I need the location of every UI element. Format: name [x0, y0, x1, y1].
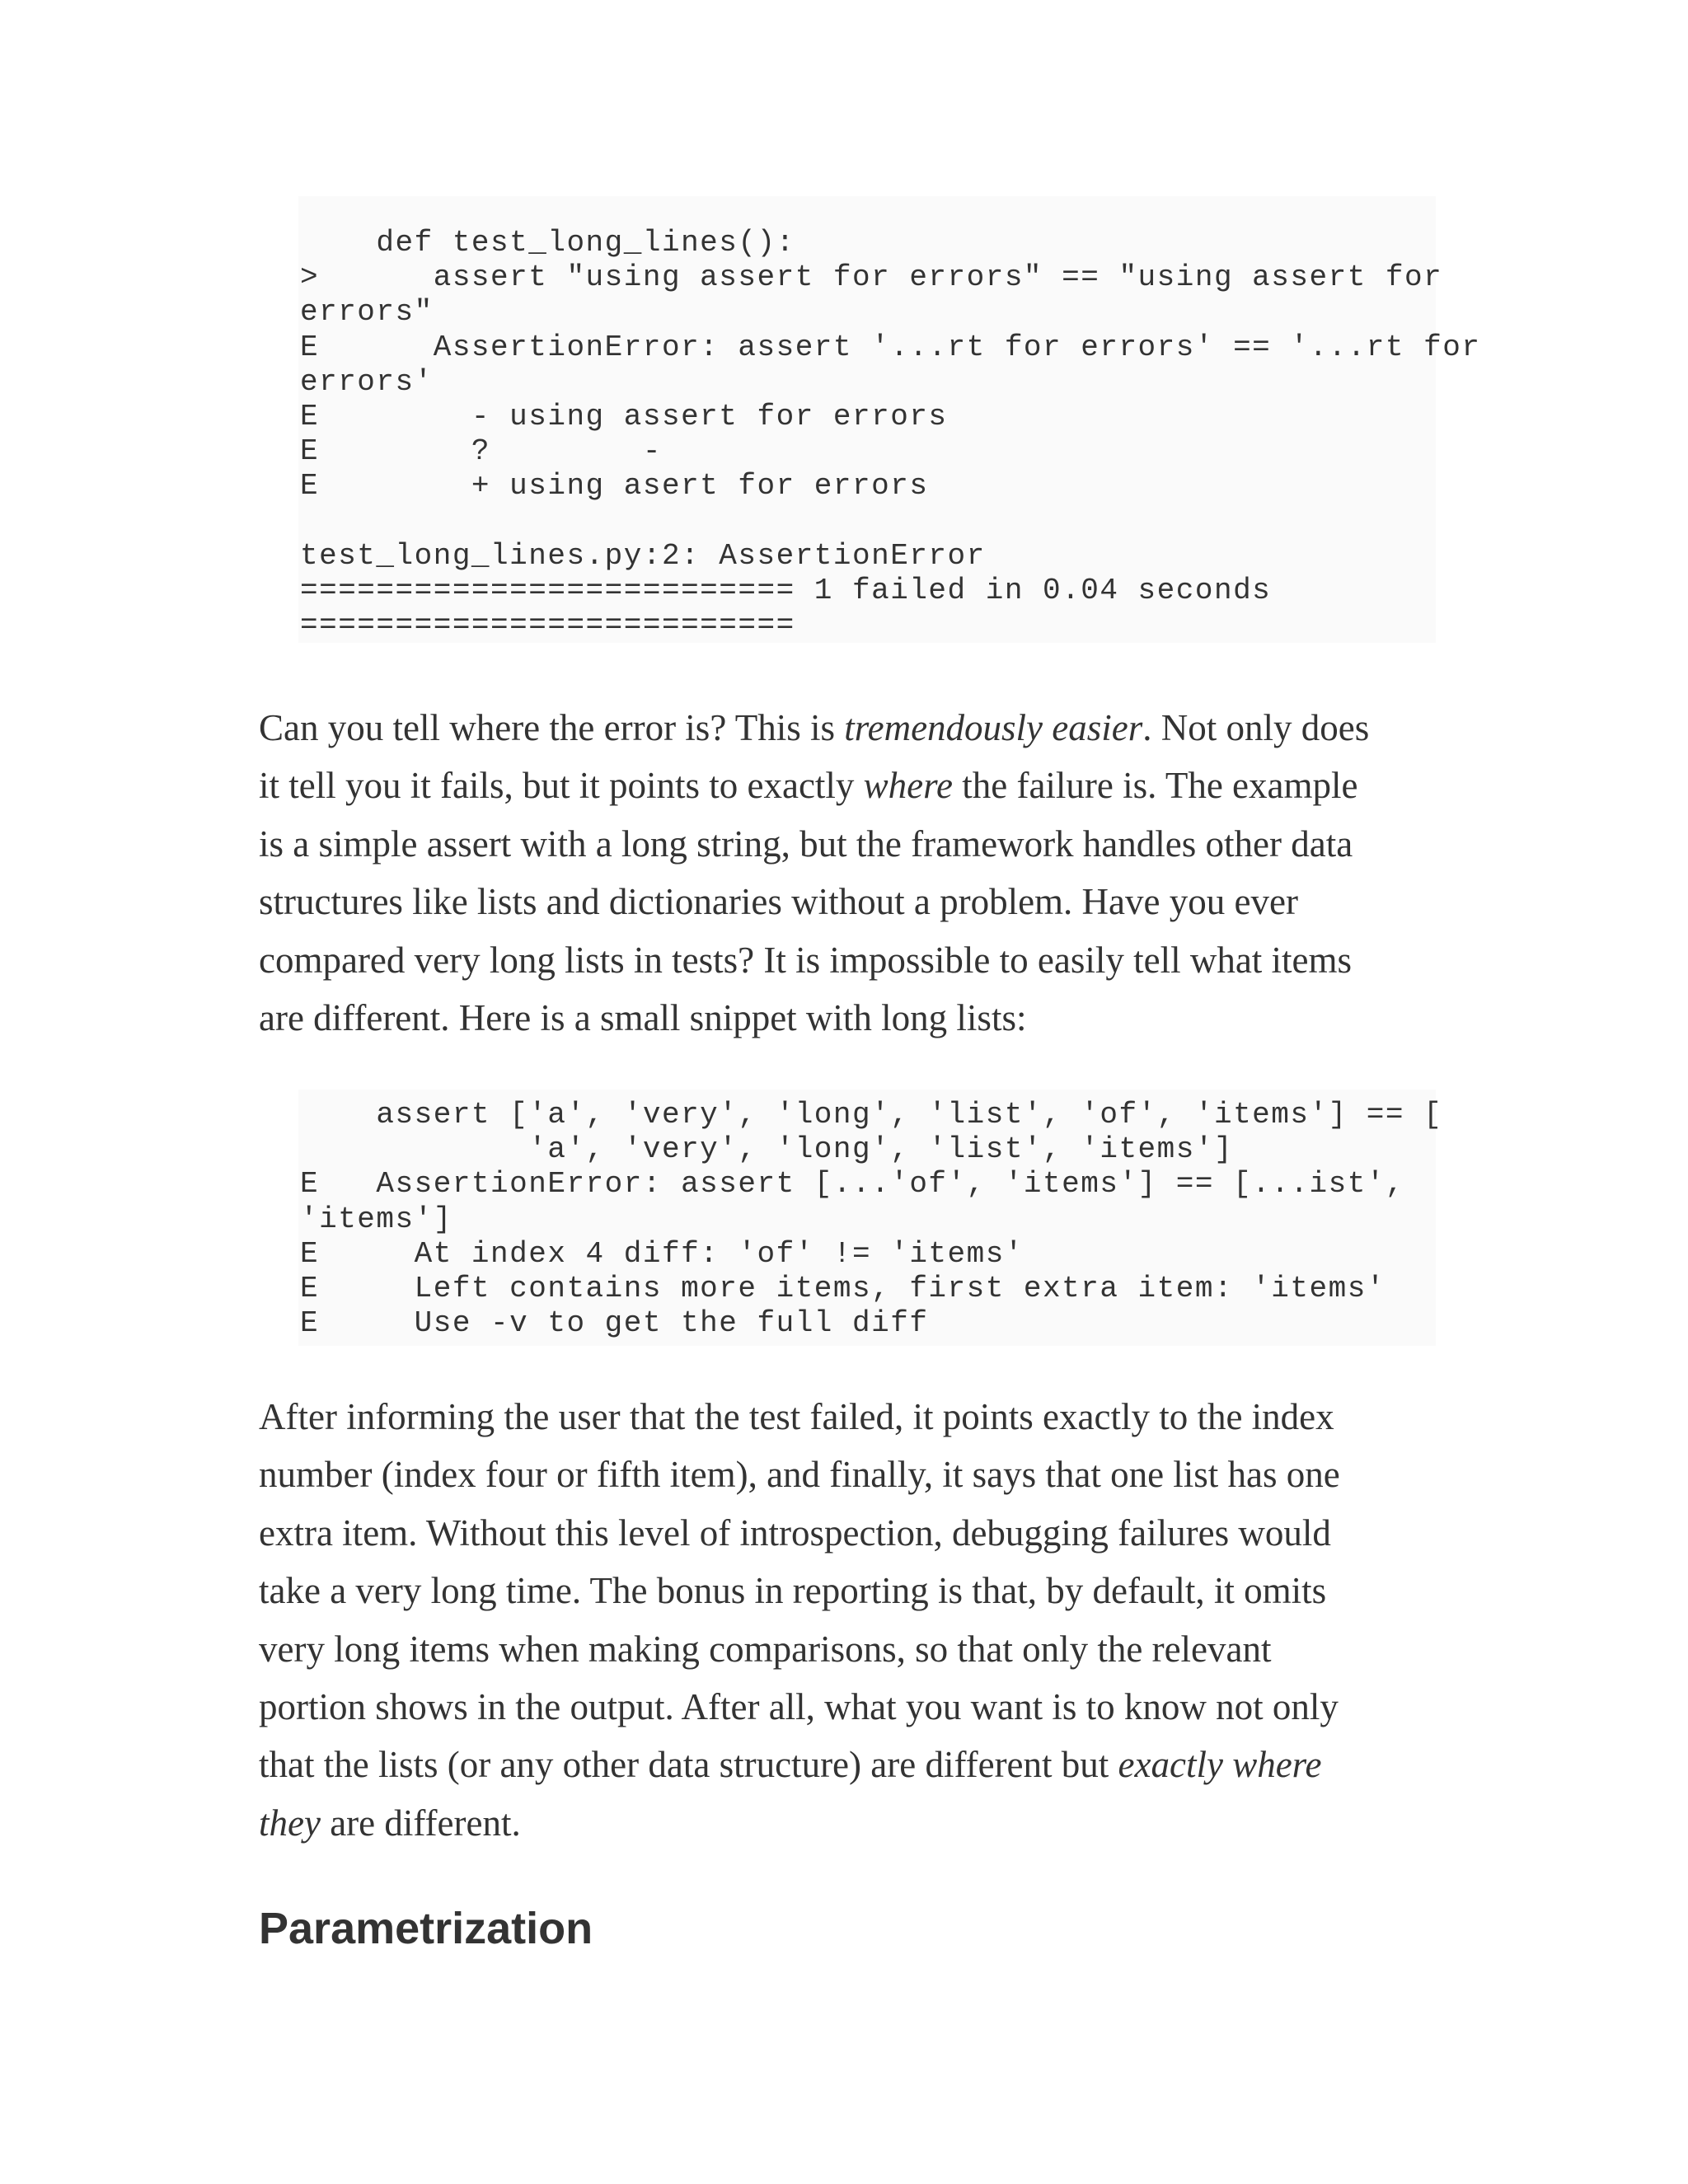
code-line: test_long_lines.py:2: AssertionError [300, 538, 986, 573]
section-heading: Parametrization [259, 1904, 593, 1953]
code-line: E Use -v to get the full diff [300, 1306, 929, 1341]
emphasis-text: where [863, 765, 953, 807]
code-line: > assert "using assert for errors" == "using assert for [300, 260, 1443, 295]
text-span: Can you tell where the error is? This is [259, 707, 845, 748]
text-span: that the lists (or any other data structure) are different but [259, 1744, 1118, 1786]
code-blank-line [300, 504, 1436, 539]
code-line: E AssertionError: assert '...rt for errors' == '...rt for [300, 330, 1481, 364]
text-line: are different. Here is a small snippet with long lists: [259, 996, 1027, 1038]
code-line: E At index 4 diff: 'of' != 'items' [300, 1236, 1024, 1271]
code-line: errors" [300, 295, 434, 330]
text-line: is a simple assert with a long string, but the framework handles other data [259, 823, 1353, 865]
code-line: errors' [300, 364, 434, 399]
text-line: very long items when making comparisons, so that only the relevant [259, 1628, 1272, 1670]
code-line: E AssertionError: assert [...'of', 'items'] == [...ist', [300, 1167, 1405, 1202]
code-line: 'items'] [300, 1202, 452, 1236]
text-line [259, 757, 1446, 814]
text-line: compared very long lists in tests? It is impossible to easily tell what items [259, 939, 1353, 981]
code-block-list-comparison [298, 1090, 1443, 1346]
text-span: the failure is. The example [952, 765, 1358, 807]
text-line: structures like lists and dictionaries without a problem. Have you ever [259, 881, 1298, 923]
text-span: are different. [320, 1802, 521, 1844]
code-line: 'a', 'very', 'long', 'list', 'items'] [300, 1132, 1234, 1167]
code-line: E - using assert for errors [300, 399, 948, 434]
text-line [259, 1794, 1446, 1852]
emphasis-text: tremendously easier [844, 707, 1143, 748]
code-line: def test_long_lines(): [300, 226, 795, 260]
text-span: it tell you it fails, but it points to exactly [259, 765, 864, 807]
text-line: portion shows in the output. After all, what you want is to know not only [259, 1685, 1339, 1727]
text-span: . Not only does [1142, 707, 1370, 748]
emphasis-text: they [259, 1802, 321, 1844]
code-line: E + using asert for errors [300, 469, 929, 504]
paragraph-introspection [259, 1388, 1446, 1852]
text-line: number (index four or fifth item), and finally, it says that one list has one [259, 1454, 1340, 1496]
emphasis-text: exactly where [1118, 1744, 1322, 1786]
text-line: extra item. Without this level of introspection, debugging failures would [259, 1511, 1331, 1554]
code-line: ========================== 1 failed in 0.04 seconds [300, 573, 1272, 607]
text-line: take a very long time. The bonus in reporting is that, by default, it omits [259, 1570, 1327, 1612]
paragraph-error-location [259, 699, 1446, 1047]
text-line: After informing the user that the test failed, it points exactly to the index [259, 1396, 1334, 1437]
code-line: E Left contains more items, first extra item: 'items' [300, 1271, 1386, 1305]
text-line [259, 1736, 1446, 1793]
code-block-test-output [298, 196, 1481, 643]
code-line: E ? - [300, 434, 662, 469]
text-line [259, 699, 1446, 757]
code-line: ========================== [300, 608, 795, 643]
code-line: assert ['a', 'very', 'long', 'list', 'of', 'items'] == [ [300, 1098, 1443, 1132]
